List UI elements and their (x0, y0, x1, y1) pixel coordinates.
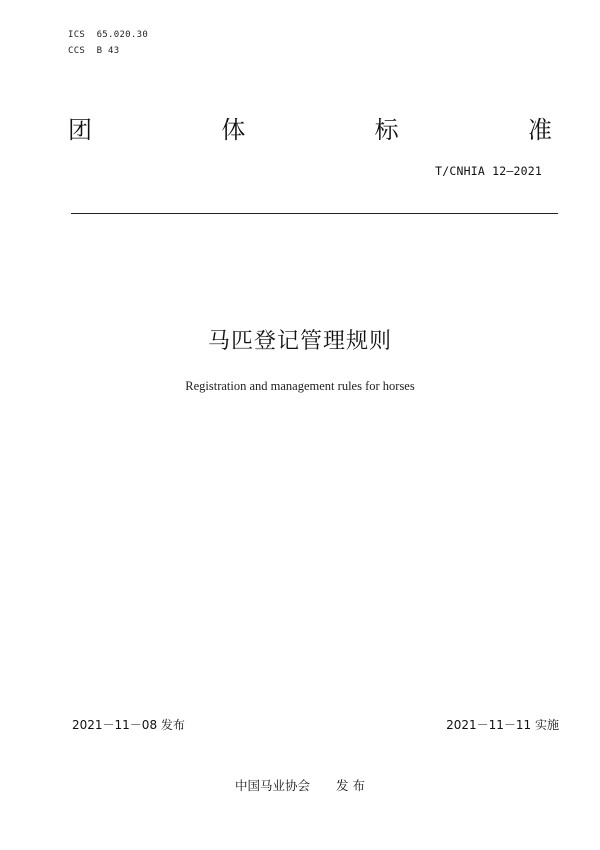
header-divider (71, 213, 558, 214)
standard-type-char-1: 团 (68, 116, 92, 144)
publisher-line (0, 776, 600, 794)
standard-type-char-4: 准 (527, 116, 552, 144)
ics-code: ICS 65.020.30 (68, 30, 149, 40)
standard-type-heading (68, 112, 552, 148)
ccs-code: CCS B 43 (68, 46, 120, 56)
classification-codes (68, 27, 148, 59)
document-title-chinese: 马匹登记管理规则 (207, 329, 392, 354)
publisher-action: 发 布 (336, 778, 365, 793)
implementation-date: 2021－11－11 实施 (446, 718, 559, 732)
standard-type-char-3: 标 (374, 116, 399, 144)
standard-number: T/CNHIA 12—2021 (435, 164, 542, 178)
release-date: 2021－11－08 发布 (72, 718, 185, 732)
document-title-english: Registration and management rules for horses (185, 379, 415, 393)
publisher-organization: 中国马业协会 (235, 778, 311, 793)
standard-type-char-2: 体 (221, 116, 246, 144)
